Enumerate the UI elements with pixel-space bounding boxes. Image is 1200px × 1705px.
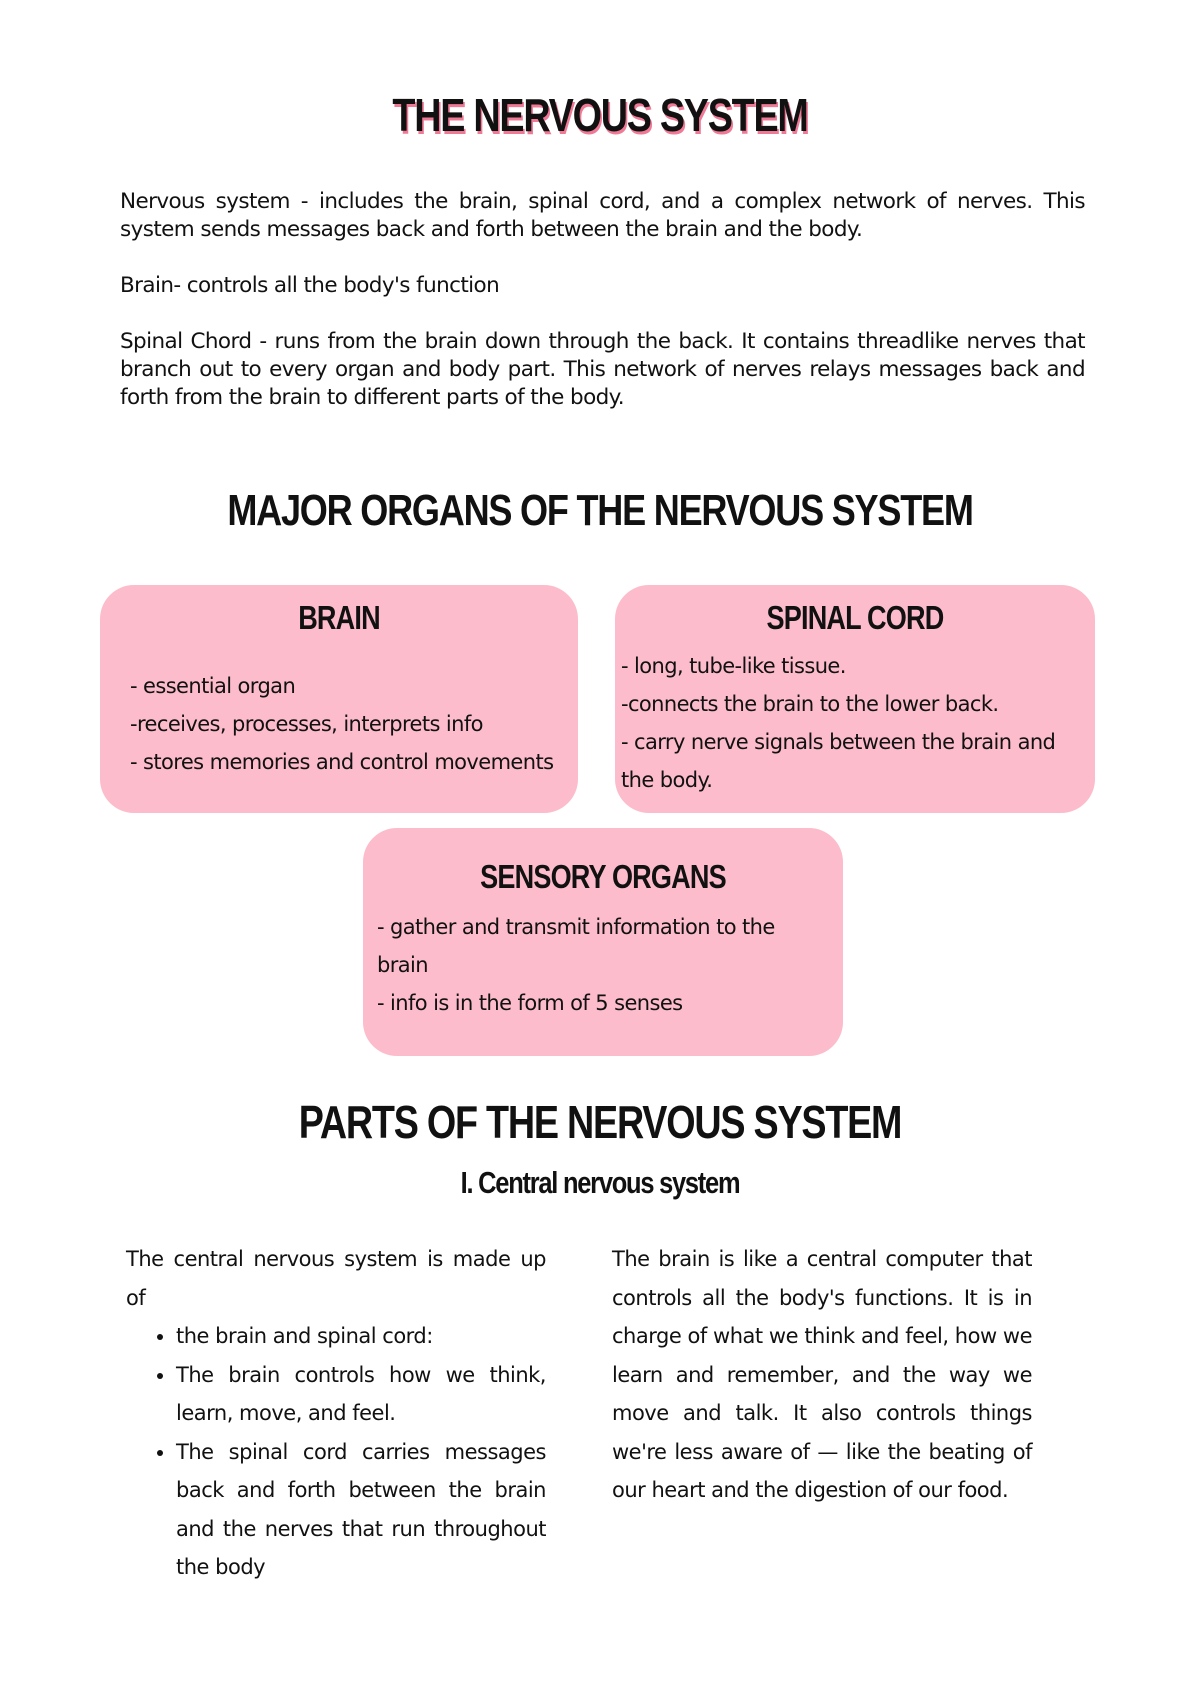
spinal-line: -connects the brain to the lower back. xyxy=(621,692,999,716)
right-column xyxy=(612,1240,1032,1510)
brain-card-title: BRAIN xyxy=(298,599,380,636)
spinal-line: - long, tube-like tissue. xyxy=(621,654,846,678)
sensory-line: - gather and transmit information to the brain xyxy=(377,915,775,977)
parts-heading: PARTS OF THE NERVOUS SYSTEM xyxy=(298,1096,902,1148)
organs-heading: MAJOR ORGANS OF THE NERVOUS SYSTEM xyxy=(227,486,973,535)
brain-line: - essential organ xyxy=(130,674,296,698)
parts-subheading: I. Central nervous system xyxy=(460,1165,740,1200)
brain-line: - stores memories and control movements xyxy=(130,750,554,774)
spinal-cord-card-title: SPINAL CORD xyxy=(766,599,944,636)
cns-intro: The central nervous system is made up of xyxy=(126,1247,546,1310)
brain-line: -receives, processes, interprets info xyxy=(130,712,483,736)
intro-spinal-chord: Spinal Chord - runs from the brain down through the back. It contains threadlike nerves that branch out to every organ and body part. This network of nerves relays messages back and forth from the brain to different parts of the body. xyxy=(120,329,1085,410)
list-item: • The spinal cord carries messages back and forth between the brain and the nerves that run throughout the body xyxy=(176,1433,546,1587)
sensory-organs-card-body xyxy=(377,908,817,1022)
intro-nervous-system: Nervous system - includes the brain, spinal cord, and a complex network of nerves. This system sends messages back and forth between the brain and the body. xyxy=(120,189,1085,242)
list-item: • The brain controls how we think, learn, move, and feel. xyxy=(176,1356,546,1433)
brain-card xyxy=(100,585,578,813)
page-title: THE NERVOUS SYSTEM xyxy=(392,89,808,141)
brain-card-body xyxy=(130,667,570,781)
spinal-line: - carry nerve signals between the brain and the body. xyxy=(621,730,1056,792)
sensory-line: - info is in the form of 5 senses xyxy=(377,991,683,1015)
left-column xyxy=(126,1240,546,1587)
spinal-cord-card-body xyxy=(621,647,1091,799)
intro-brain: Brain- controls all the body's function xyxy=(120,273,500,298)
sensory-organs-card-title: SENSORY ORGANS xyxy=(480,858,726,895)
list-item: • the brain and spinal cord: xyxy=(176,1317,546,1356)
cns-bullet-list xyxy=(126,1317,546,1587)
spinal-cord-card xyxy=(615,585,1095,813)
intro-section xyxy=(120,188,1085,440)
sensory-organs-card xyxy=(363,828,843,1056)
brain-computer-text: The brain is like a central computer that controls all the body's functions. It is in charge of what we think and feel, how we learn and remember, and the way we move and talk. It also controls things we're less aware of — like the beating of our heart and the digestion of our food. xyxy=(612,1247,1032,1502)
